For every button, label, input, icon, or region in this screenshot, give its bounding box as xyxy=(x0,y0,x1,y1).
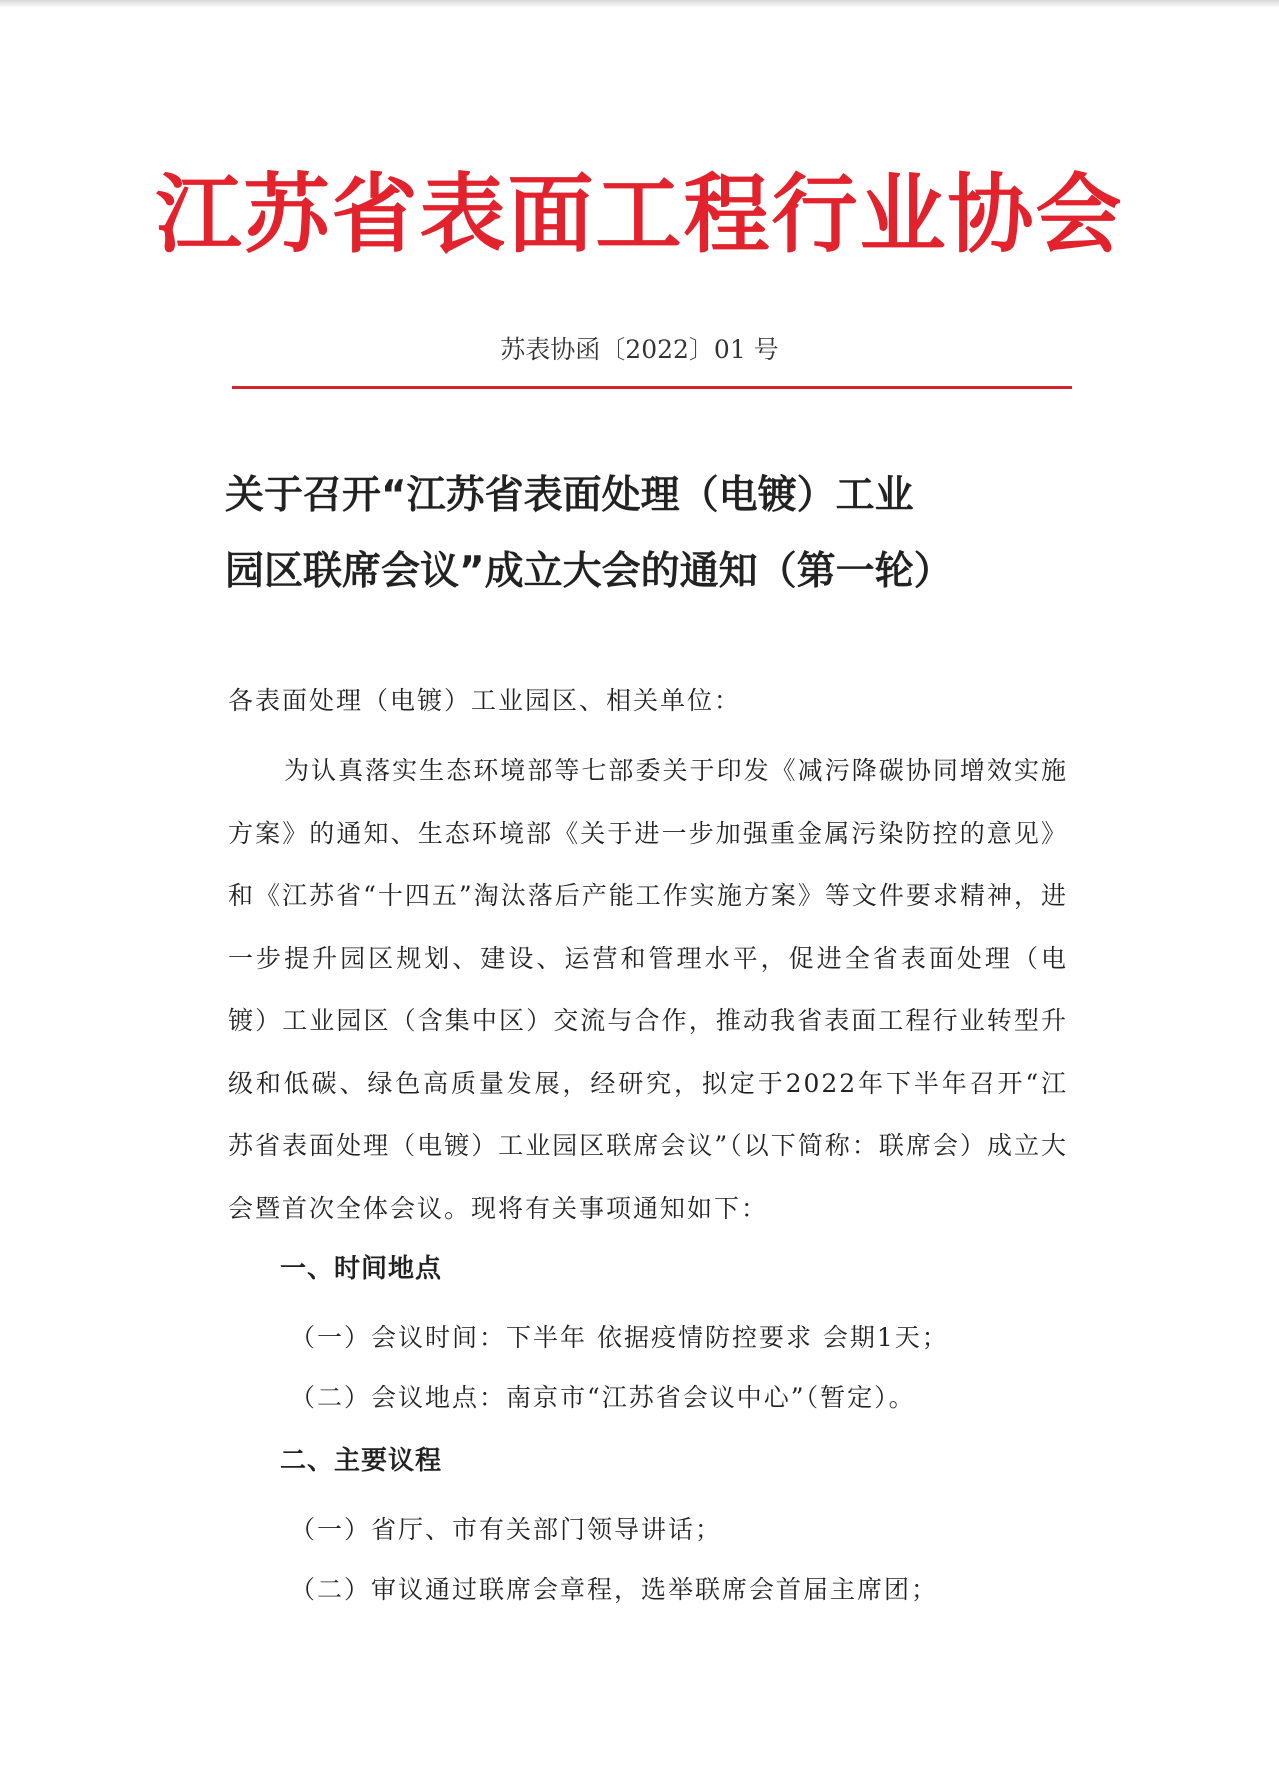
section-item: （二）审议通过联席会章程，选举联席会首届主席团； xyxy=(290,1575,939,1604)
notice-title xyxy=(225,458,1075,610)
body-paragraph: 为认真落实生态环境部等七部委关于印发《减污降碳协同增效实施方案》的通知、生态环境部《关于进一步加强重金属污染防控的意见》和《江苏省“十四五”淘汰落后产能工作实施方案》等文件要求精神，进一步提升园区规划、建设、运营和管理水平，促进全省表面处理（电镀）工业园区（含集中区）交流与合作，推动我省表面工程行业转型升级和低碳、绿色高质量发展，经研究，拟定于2022年下半年召开“江苏省表面处理（电镀）工业园区联席会议”（以下简称：联席会）成立大会暨首次全体会议。现将有关事项通知如下： xyxy=(228,756,1068,1223)
notice-title-line1: 关于召开“江苏省表面处理（电镀）工业 xyxy=(225,473,914,518)
section-heading-time-place: 一、时间地点 xyxy=(280,1254,443,1284)
section-heading-agenda: 二、主要议程 xyxy=(280,1446,443,1476)
section-item: （一）省厅、市有关部门领导讲话； xyxy=(290,1515,723,1544)
red-divider xyxy=(232,386,1072,389)
salutation: 各表面处理（电镀）工业园区、相关单位： xyxy=(228,686,742,715)
document-number: 苏表协函〔2022〕01 号 xyxy=(500,335,779,364)
organization-header: 江苏省表面工程行业协会 xyxy=(155,165,1124,265)
scan-edge xyxy=(0,0,1279,8)
section-item: （二）会议地点：南京市“江苏省会议中心”（暂定）。 xyxy=(290,1383,916,1412)
section-item: （一）会议时间：下半年 依据疫情防控要求 会期1天； xyxy=(290,1323,949,1352)
notice-title-line2: 园区联席会议”成立大会的通知（第一轮） xyxy=(225,549,953,594)
